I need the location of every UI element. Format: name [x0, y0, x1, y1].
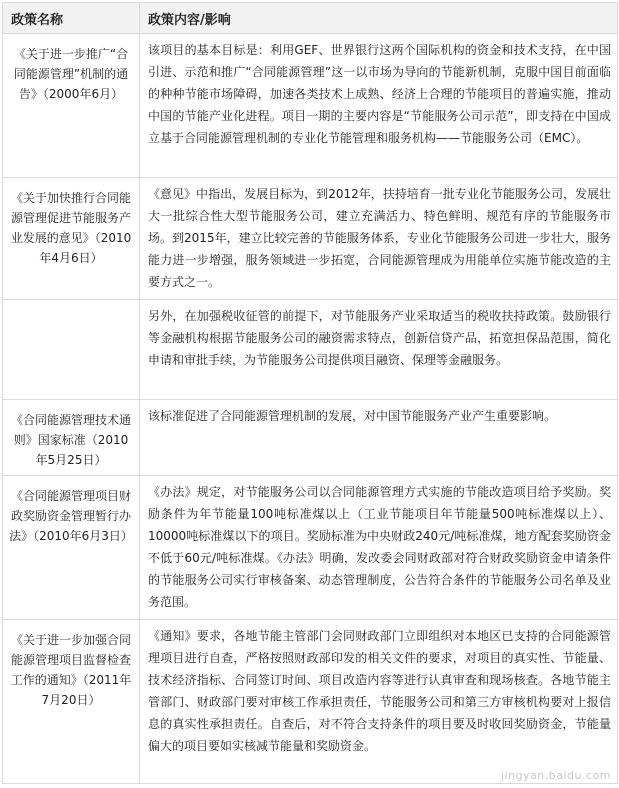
watermark: jingyan.baidu.com: [500, 769, 611, 782]
policy-name-cell: 《合同能源管理项目财政奖励资金管理暂行办法》（2010年6月3日）: [3, 476, 140, 620]
policy-content-cell: 《办法》规定，对节能服务公司以合同能源管理方式实施的节能改造项目给予奖励。奖励条件为年节能量100吨标准煤以上（工业节能项目年节能量500吨标准煤以上）、10000吨标准煤以下的项目。奖励标准为中央财政240元/吨标准煤，地方配套奖励资金不低于60元/吨标准煤。《办法》明确，发改委会同财政部对符合财政奖励资金申请条件的节能服务公司实行审核备案、动态管理制度，公告符合条件的节能服务公司名单及业务范围。: [140, 476, 618, 620]
policy-name-cell: [3, 300, 140, 400]
policy-name-cell: 《合同能源管理技术通则》国家标准（2010年5月25日）: [3, 400, 140, 476]
table-row: [3, 400, 618, 476]
table-row: [3, 300, 618, 400]
policy-content-cell: 《通知》要求，各地节能主管部门会同财政部门立即组织对本地区已支持的合同能源管理项目进行自查，严格按照财政部印发的相关文件的要求，对项目的真实性、节能量、技术经济指标、合同签订时间、项目改造内容等进行认真审查和现场核查。各地节能主管部门、财政部门要对审核工作承担责任，节能服务公司和第三方审核机构要对上报信息的真实性承担责任。自查后，对不符合支持条件的项目要及时收回奖励资金，节能量偏大的项目要如实核减节能量和奖励资金。: [140, 620, 618, 784]
header-policy-content: 政策内容/影响: [140, 3, 618, 34]
header-row: [3, 3, 618, 34]
policy-table: [2, 2, 618, 784]
policy-name-cell: 《关于进一步加强合同能源管理项目监督检查工作的通知》（2011年7月20日）: [3, 620, 140, 784]
policy-content-cell: 该标准促进了合同能源管理机制的发展，对中国节能服务产业产生重要影响。: [140, 400, 618, 476]
table-row: [3, 34, 618, 178]
policy-content-cell: 《意见》中指出，发展目标为，到2012年，扶持培育一批专业化节能服务公司，发展壮大一批综合性大型节能服务公司，建立充满活力、特色鲜明、规范有序的节能服务市场。到2015年，建立比较完善的节能服务体系，专业化节能服务公司进一步壮大，服务能力进一步增强，服务领域进一步拓宽，合同能源管理成为用能单位实施节能改造的主要方式之一。: [140, 178, 618, 300]
policy-content-cell: 该项目的基本目标是：利用GEF、世界银行这两个国际机构的资金和技术支持，在中国引进、示范和推广“合同能源管理”这一以市场为导向的节能新机制，克服中国目前面临的种种节能市场障碍，加速各类技术上成熟、经济上合理的节能项目的普遍实施，推动中国的节能产业化进程。项目一期的主要内容是“节能服务公司示范”，即支持在中国成立基于合同能源管理机制的专业化节能管理和服务机构——节能服务公司（EMC）。: [140, 34, 618, 178]
policy-name-cell: 《关于进一步推广“合同能源管理”机制的通告》（2000年6月）: [3, 34, 140, 178]
table-row: [3, 178, 618, 300]
table-row: [3, 620, 618, 784]
table-row: [3, 476, 618, 620]
policy-content-cell: 另外，在加强税收征管的前提下，对节能服务产业采取适当的税收扶持政策。鼓励银行等金融机构根据节能服务公司的融资需求特点，创新信贷产品，拓宽担保品范围，简化申请和审批手续，为节能服务公司提供项目融资、保理等金融服务。: [140, 300, 618, 400]
policy-name-cell: 《关于加快推行合同能源管理促进节能服务产业发展的意见》（2010年4月6日）: [3, 178, 140, 300]
header-policy-name: 政策名称: [3, 3, 140, 34]
